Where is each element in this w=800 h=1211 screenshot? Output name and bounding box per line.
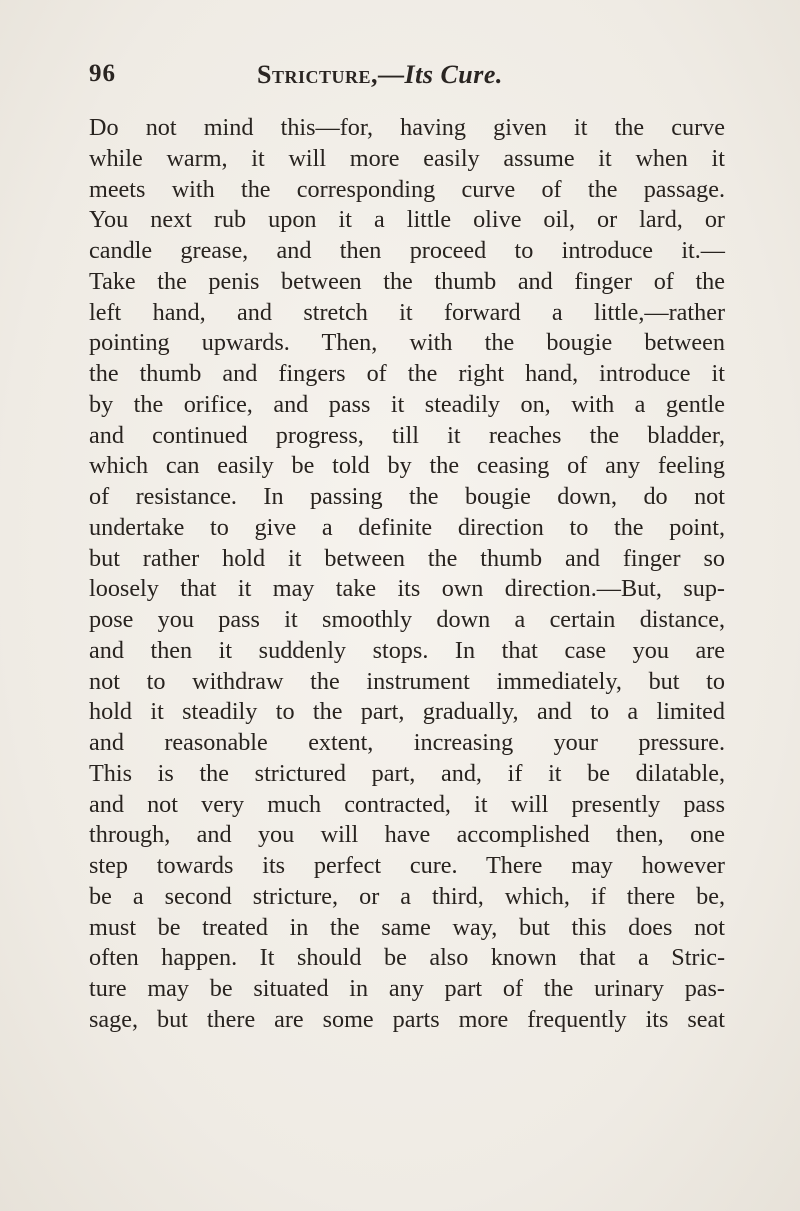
text-line: be a second stricture, or a third, which, if there be,: [89, 882, 725, 910]
text-line: candle grease, and then proceed to introduce it.—: [89, 237, 725, 264]
text-line: ture may be situated in any part of the urinary pas-: [89, 975, 725, 1002]
text-line: while warm, it will more easily assume it when it: [89, 144, 725, 172]
page-number: 96: [89, 60, 116, 87]
text-line: loosely that it may take its own direction.—But, sup-: [89, 575, 725, 603]
text-line: sage, but there are some parts more frequently its seat: [89, 1005, 725, 1033]
text-line: often happen. It should be also known that a Stric-: [89, 944, 725, 972]
text-line: undertake to give a definite direction to the point,: [89, 513, 725, 541]
running-head-subtitle: Its Cure.: [404, 60, 503, 89]
text-line: through, and you will have accomplished then, one: [89, 821, 725, 849]
page-header: [89, 60, 729, 100]
running-head: [257, 60, 503, 90]
text-line: which can easily be told by the ceasing of any feeling: [89, 452, 725, 480]
text-line: left hand, and stretch it forward a little,—rather: [89, 298, 725, 326]
text-line: but rather hold it between the thumb and finger so: [89, 544, 725, 572]
text-line: of resistance. In passing the bougie down, do not: [89, 483, 725, 510]
body-text: [89, 113, 725, 1036]
text-line: the thumb and fingers of the right hand, introduce it: [89, 360, 725, 387]
text-line: meets with the corresponding curve of the passage.: [89, 175, 725, 203]
running-head-title: Stricture,—: [257, 60, 405, 89]
text-line: step towards its perfect cure. There may however: [89, 852, 725, 879]
text-line: You next rub upon it a little olive oil, or lard, or: [89, 206, 725, 234]
text-line: by the orifice, and pass it steadily on, with a gentle: [89, 390, 725, 418]
text-line: This is the strictured part, and, if it be dilatable,: [89, 759, 725, 787]
text-line: Do not mind this—for, having given it the curve: [89, 114, 725, 141]
text-line: pointing upwards. Then, with the bougie between: [89, 329, 725, 357]
text-line: and continued progress, till it reaches the bladder,: [89, 421, 725, 449]
text-line: and not very much contracted, it will presently pass: [89, 790, 725, 818]
text-line: and reasonable extent, increasing your pressure.: [89, 729, 725, 756]
text-line: pose you pass it smoothly down a certain distance,: [89, 606, 725, 633]
text-line: must be treated in the same way, but this does not: [89, 913, 725, 941]
text-line: hold it steadily to the part, gradually, and to a limited: [89, 698, 725, 726]
text-line: and then it suddenly stops. In that case you are: [89, 636, 725, 664]
text-line: Take the penis between the thumb and finger of the: [89, 267, 725, 295]
text-line: not to withdraw the instrument immediately, but to: [89, 667, 725, 695]
